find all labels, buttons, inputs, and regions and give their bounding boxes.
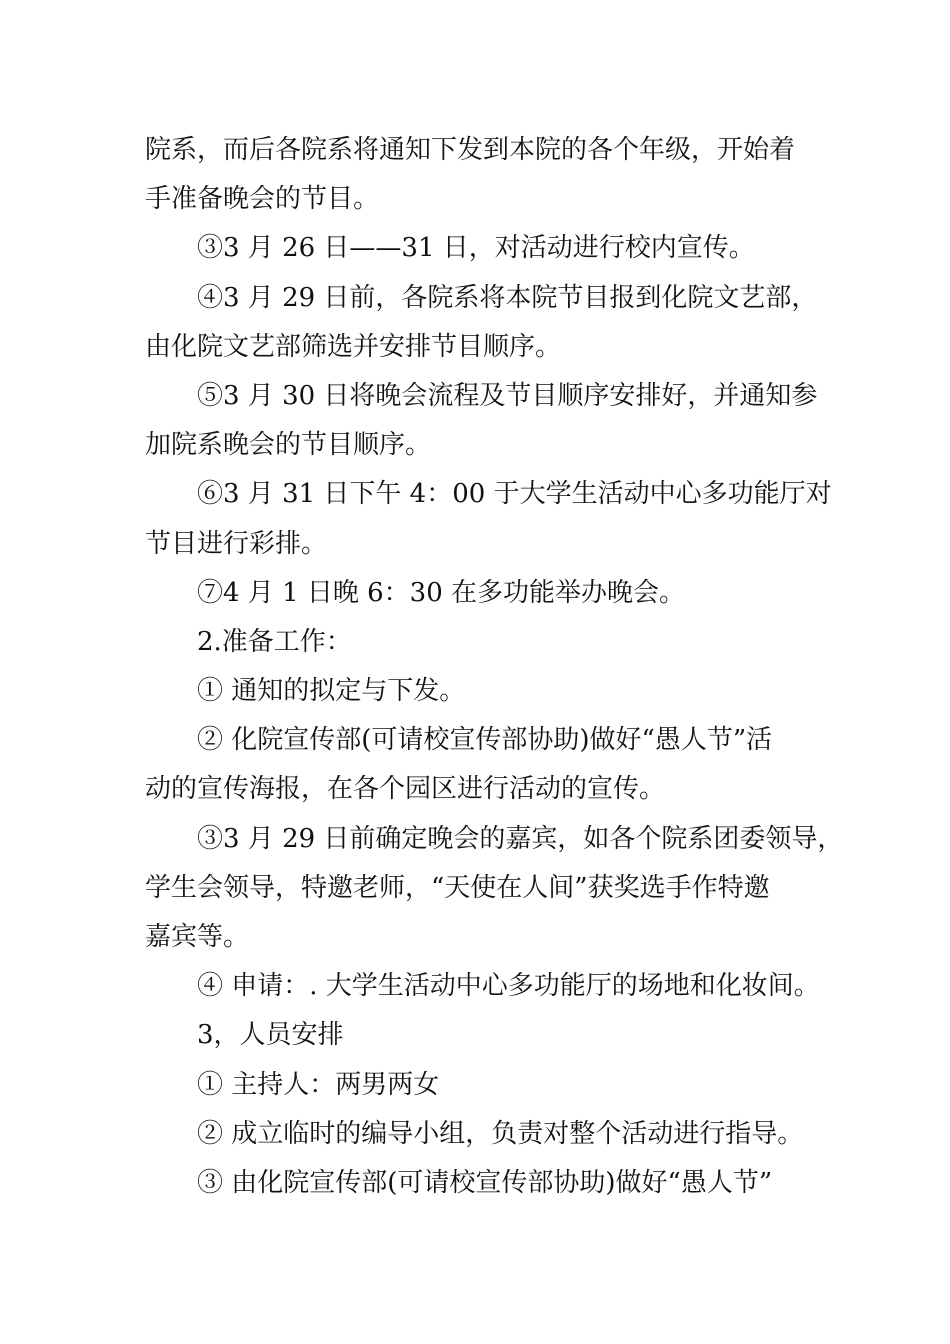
text-line: ⑥3 月 31 日下午 4：00 于大学生活动中心多功能厅对 <box>197 479 832 510</box>
text-line: ① 主持人：两男两女 <box>197 1069 440 1100</box>
text-line: 动的宣传海报，在各个园区进行活动的宣传。 <box>145 774 666 805</box>
text-line: 院系，而后各院系将通知下发到本院的各个年级，开始着 <box>145 135 796 165</box>
text-line: 由化院文艺部筛选并安排节目顺序。 <box>145 331 562 362</box>
text-line: 加院系晚会的节目顺序。 <box>145 430 432 461</box>
text-line: 手准备晚会的节目。 <box>145 184 380 215</box>
text-line: ④3 月 29 日前，各院系将本院节目报到化院文艺部， <box>197 282 818 313</box>
text-line: ③3 月 29 日前确定晚会的嘉宾，如各个院系团委领导， <box>197 823 844 854</box>
document-body <box>145 126 844 1208</box>
text-line: ② 化院宣传部(可请校宣传部协助)做好“愚人节”活 <box>197 725 773 756</box>
section-heading: 2.准备工作： <box>197 626 352 657</box>
text-line: 节目进行彩排。 <box>145 528 328 559</box>
section-heading: 3，人员安排 <box>197 1020 344 1051</box>
text-line: ① 通知的拟定与下发。 <box>197 676 466 707</box>
text-line: ⑦4 月 1 日晚 6：30 在多功能举办晚会。 <box>197 577 686 608</box>
text-line: ③ 由化院宣传部(可请校宣传部协助)做好“愚人节” <box>197 1167 773 1198</box>
text-line: 学生会领导，特邀老师，“天使在人间”获奖选手作特邀 <box>145 872 770 903</box>
text-line: ⑤3 月 30 日将晚会流程及节目顺序安排好，并通知参 <box>197 380 818 411</box>
text-line: ④ 申请：. 大学生活动中心多功能厅的场地和化妆间。 <box>197 971 820 1002</box>
text-line: ③3 月 26 日——31 日，对活动进行校内宣传。 <box>197 233 755 264</box>
text-line: ② 成立临时的编导小组，负责对整个活动进行指导。 <box>197 1118 804 1149</box>
text-line: 嘉宾等。 <box>145 922 250 952</box>
